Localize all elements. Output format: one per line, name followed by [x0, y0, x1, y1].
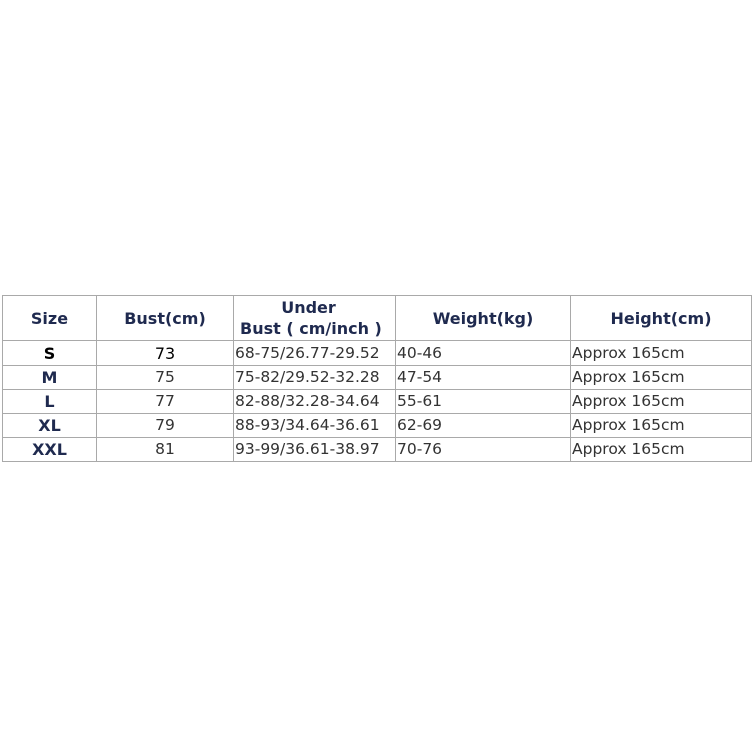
header-under-bust-line1: Under — [281, 298, 336, 317]
size-cell: L — [3, 390, 97, 414]
weight-cell: 62-69 — [396, 414, 571, 438]
header-height: Height(cm) — [571, 296, 752, 341]
under-bust-cell: 75-82/29.52-32.28 — [234, 366, 396, 390]
header-row — [3, 296, 752, 341]
size-chart-header — [3, 296, 752, 341]
header-size: Size — [3, 296, 97, 341]
header-under-bust — [234, 296, 396, 341]
height-cell: Approx 165cm — [571, 366, 752, 390]
header-bust: Bust(cm) — [97, 296, 234, 341]
table-row — [3, 341, 752, 366]
header-under-bust-line2: Bust ( cm/inch ) — [240, 319, 382, 338]
bust-cell: 75 — [97, 366, 234, 390]
size-chart-body — [3, 341, 752, 462]
header-weight: Weight(kg) — [396, 296, 571, 341]
bust-cell: 79 — [97, 414, 234, 438]
under-bust-cell: 88-93/34.64-36.61 — [234, 414, 396, 438]
height-cell: Approx 165cm — [571, 438, 752, 462]
bust-cell: 73 — [97, 341, 234, 366]
size-cell: XXL — [3, 438, 97, 462]
under-bust-cell: 93-99/36.61-38.97 — [234, 438, 396, 462]
under-bust-cell: 82-88/32.28-34.64 — [234, 390, 396, 414]
weight-cell: 40-46 — [396, 341, 571, 366]
weight-cell: 70-76 — [396, 438, 571, 462]
table-row — [3, 414, 752, 438]
size-cell: S — [3, 341, 97, 366]
table-row — [3, 366, 752, 390]
weight-cell: 55-61 — [396, 390, 571, 414]
bust-cell: 77 — [97, 390, 234, 414]
bust-cell: 81 — [97, 438, 234, 462]
height-cell: Approx 165cm — [571, 390, 752, 414]
under-bust-cell: 68-75/26.77-29.52 — [234, 341, 396, 366]
table-row — [3, 438, 752, 462]
table-row — [3, 390, 752, 414]
weight-cell: 47-54 — [396, 366, 571, 390]
size-cell: XL — [3, 414, 97, 438]
height-cell: Approx 165cm — [571, 341, 752, 366]
height-cell: Approx 165cm — [571, 414, 752, 438]
size-cell: M — [3, 366, 97, 390]
size-chart-table — [2, 295, 752, 462]
